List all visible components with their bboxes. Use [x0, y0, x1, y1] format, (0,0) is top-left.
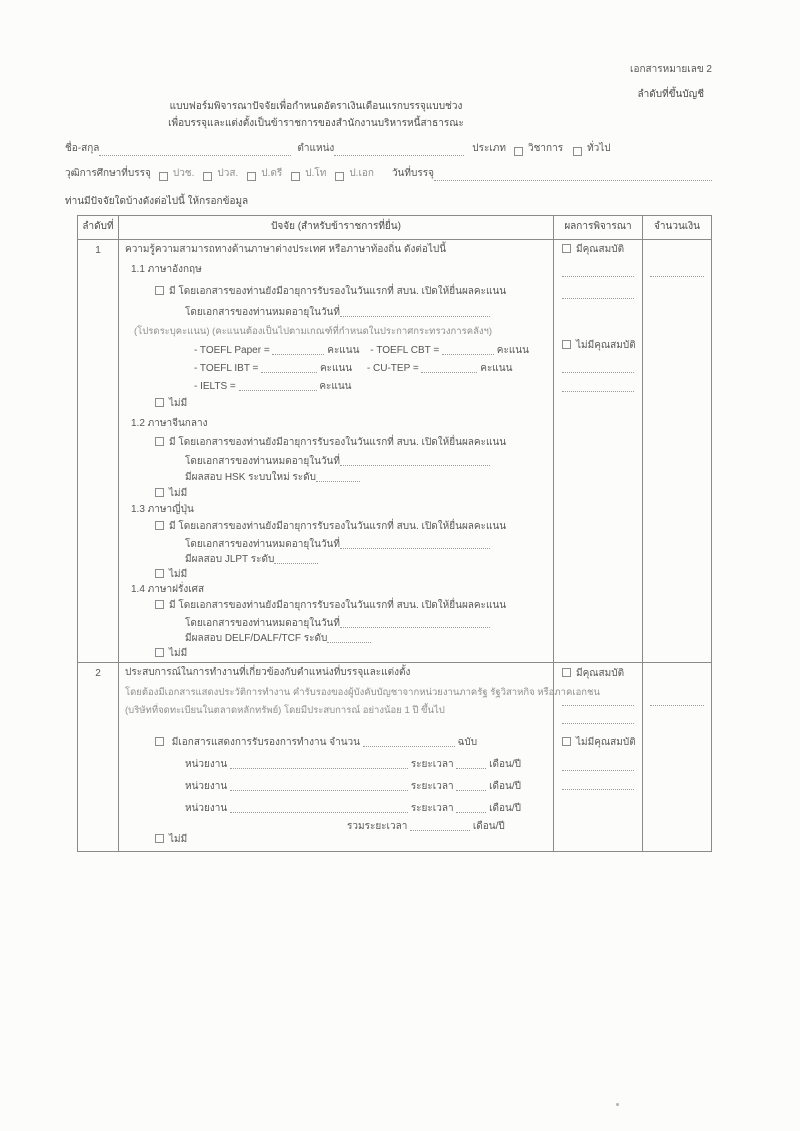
toefl-ibt-cutep-line: - TOEFL IBT = คะแนน - CU-TEP = คะแนน — [194, 363, 513, 374]
row2-number: 2 — [95, 668, 101, 679]
header-factor: ปัจจัย (สำหรับข้าราชการที่ยื่น) — [119, 216, 554, 239]
toefl-paper-score-input[interactable] — [272, 344, 324, 355]
row1-amount-cell — [643, 240, 711, 662]
position-input-line[interactable] — [334, 145, 464, 156]
row2-doc-count-input[interactable] — [363, 736, 455, 747]
header-amount: จำนวนเงิน — [654, 221, 700, 233]
row1-result-fill-line-3[interactable] — [562, 362, 634, 373]
total-duration-input[interactable] — [410, 820, 470, 831]
agency-name-input-3[interactable] — [230, 802, 408, 813]
ielts-line: - IELTS = คะแนน — [194, 381, 352, 392]
edu-pws-checkbox[interactable] — [203, 172, 212, 181]
table-row-languages — [78, 240, 711, 663]
section-1-2-has-checkbox[interactable] — [155, 437, 164, 446]
total-duration-line: รวมระยะเวลา เดือน/ปี — [347, 821, 505, 832]
row2-factor-cell — [119, 663, 600, 851]
form-title-line2: เพื่อบรรจุและแต่งตั้งเป็นข้าราชการของสำนักงานบริหารหนี้สาธารณะ — [168, 117, 464, 129]
table-row-experience — [78, 663, 711, 851]
section-1-1-expire-input-line[interactable] — [340, 306, 490, 317]
row2-result-fill-line-4[interactable] — [562, 779, 634, 790]
scan-speck — [616, 1103, 619, 1106]
row2-amount-cell — [643, 663, 711, 851]
row1-factor-cell — [119, 240, 554, 662]
cu-tep-score-input[interactable] — [421, 362, 477, 373]
type-academic-checkbox[interactable] — [514, 147, 523, 156]
type-general-label: ทั่วไป — [587, 143, 611, 154]
document-number: เอกสารหมายเลข 2 — [630, 64, 712, 75]
header-order-no: ลำดับที่ — [78, 216, 119, 239]
section-1-1-none-checkbox[interactable] — [155, 398, 164, 407]
row2-note-2: (บริษัทที่จดทะเบียนในตลาดหลักทรัพย์) โดยมีประสบการณ์ อย่างน้อย 1 ปี ขึ้นไป — [125, 705, 445, 716]
section-1-4-expire-line: โดยเอกสารของท่านหมดอายุในวันที่ — [185, 617, 490, 631]
edu-bachelor-checkbox[interactable] — [247, 172, 256, 181]
agency-duration-input-3[interactable] — [456, 802, 486, 813]
delf-result-line: มีผลสอบ DELF/DALF/TCF ระดับ — [185, 632, 371, 646]
row1-result-fill-line-1[interactable] — [562, 266, 634, 277]
toefl-ibt-score-input[interactable] — [261, 362, 317, 373]
section-1-4-expire-input-line[interactable] — [340, 617, 490, 628]
section-1-2-none-checkbox[interactable] — [155, 488, 164, 497]
intro-instruction: ท่านมีปัจจัยใดบ้างดังต่อไปนี้ ให้กรอกข้อมูล — [65, 196, 249, 207]
row1-not-qualified-line: ไม่มีคุณสมบัติ — [562, 340, 636, 353]
agency-line-2: หน่วยงาน ระยะเวลา เดือน/ปี — [185, 781, 522, 792]
edu-pwch-checkbox[interactable] — [159, 172, 168, 181]
row1-amount-fill-line[interactable] — [650, 266, 704, 277]
row2-none-line: ไม่มี — [155, 834, 187, 847]
agency-name-input-2[interactable] — [230, 780, 408, 791]
row1-result-fill-line-2[interactable] — [562, 288, 634, 299]
section-1-2-expire-line: โดยเอกสารของท่านหมดอายุในวันที่ — [185, 455, 490, 469]
row2-doc-line: มีเอกสารแสดงการรับรองการทำงาน จำนวน ฉบับ — [155, 736, 477, 750]
jlpt-level-input[interactable] — [274, 553, 318, 564]
name-position-row — [65, 143, 712, 156]
row2-not-qualified-line: ไม่มีคุณสมบัติ — [562, 737, 636, 750]
agency-line-1: หน่วยงาน ระยะเวลา เดือน/ปี — [185, 759, 522, 770]
edu-doctorate-checkbox[interactable] — [335, 172, 344, 181]
row2-not-qualified-checkbox[interactable] — [562, 737, 571, 746]
section-1-1-has-checkbox[interactable] — [155, 286, 164, 295]
name-input-line[interactable] — [99, 145, 291, 156]
form-title-block — [77, 101, 555, 134]
edu-pws-label: ปวส. — [217, 168, 239, 179]
row1-qualified-line: มีคุณสมบัติ — [562, 244, 624, 257]
name-label: ชื่อ-สกุล — [65, 143, 100, 154]
header-result: ผลการพิจารณา — [554, 216, 643, 239]
section-1-1-has-line: มี โดยเอกสารของท่านยังมีอายุการรับรองในวันแรกที่ สบน. เปิดให้ยื่นผลคะแนน — [155, 286, 506, 299]
type-academic-label: วิชาการ — [528, 143, 564, 154]
row2-result-fill-line-2[interactable] — [562, 713, 634, 724]
position-label: ตำแหน่ง — [297, 143, 335, 154]
section-1-3-none-line: ไม่มี — [155, 569, 187, 582]
account-order-label: ลำดับที่ขึ้นบัญชี — [637, 89, 704, 100]
row1-qualified-checkbox[interactable] — [562, 244, 571, 253]
toefl-cbt-score-input[interactable] — [442, 344, 494, 355]
section-1-2-expire-input-line[interactable] — [340, 455, 490, 466]
toefl-paper-cbt-line: - TOEFL Paper = คะแนน - TOEFL CBT = คะแนน — [194, 345, 529, 356]
section-1-4-heading: 1.4 ภาษาฝรั่งเศส — [131, 584, 205, 595]
section-1-3-none-checkbox[interactable] — [155, 569, 164, 578]
education-label: วุฒิการศึกษาที่บรรจุ — [65, 168, 151, 179]
section-1-2-heading: 1.2 ภาษาจีนกลาง — [131, 418, 208, 429]
row2-note-1: โดยต้องมีเอกสารแสดงประวัติการทำงาน คำรับรองของผู้บังคับบัญชาจากหน่วยงานภาครัฐ รัฐวิสาหกิจ หรือภาคเอกชน — [125, 687, 600, 698]
section-1-3-expire-input-line[interactable] — [340, 538, 490, 549]
row2-title: ประสบการณ์ในการทำงานที่เกี่ยวข้องกับตำแหน่งที่บรรจุและแต่งตั้ง — [125, 667, 411, 678]
section-1-2-has-line: มี โดยเอกสารของท่านยังมีอายุการรับรองในวันแรกที่ สบน. เปิดให้ยื่นผลคะแนน — [155, 437, 506, 450]
section-1-4-none-checkbox[interactable] — [155, 648, 164, 657]
section-1-3-heading: 1.3 ภาษาญี่ปุ่น — [131, 504, 194, 515]
edu-master-label: ป.โท — [305, 168, 327, 179]
table-header-row — [78, 216, 711, 240]
score-note: (โปรดระบุคะแนน) (คะแนนต้องเป็นไปตามเกณฑ์ที่กำหนดในประกาศกระทรวงการคลังฯ) — [134, 326, 493, 337]
row1-number: 1 — [95, 245, 101, 256]
hsk-level-input[interactable] — [316, 471, 360, 482]
row2-number-cell — [78, 663, 119, 851]
form-title-line1: แบบฟอร์มพิจารณาปัจจัยเพื่อกำหนดอัตราเงินเดือนแรกบรรจุแบบช่วง — [169, 101, 463, 112]
hsk-result-line: มีผลสอบ HSK ระบบใหม่ ระดับ — [185, 471, 360, 485]
edu-doctorate-label: ป.เอก — [349, 168, 374, 179]
ielts-score-input[interactable] — [239, 380, 317, 391]
agency-duration-input-2[interactable] — [456, 780, 486, 791]
row2-result-fill-line-3[interactable] — [562, 760, 634, 771]
section-1-3-has-checkbox[interactable] — [155, 521, 164, 530]
jlpt-result-line: มีผลสอบ JLPT ระดับ — [185, 553, 318, 567]
agency-duration-input-1[interactable] — [456, 758, 486, 769]
row1-title: ความรู้ความสามารถทางด้านภาษาต่างประเทศ หรือภาษาท้องถิ่น ดังต่อไปนี้ — [125, 244, 447, 255]
section-1-1-none-line: ไม่มี — [155, 398, 187, 411]
row2-result-fill-line-1[interactable] — [562, 695, 634, 706]
section-1-4-has-checkbox[interactable] — [155, 600, 164, 609]
start-date-label: วันที่บรรจุ — [391, 168, 434, 179]
row1-number-cell — [78, 240, 119, 662]
delf-level-input[interactable] — [327, 632, 371, 643]
row1-not-qualified-checkbox[interactable] — [562, 340, 571, 349]
factor-table — [77, 215, 712, 852]
agency-name-input-1[interactable] — [230, 758, 408, 769]
section-1-4-has-line: มี โดยเอกสารของท่านยังมีอายุการรับรองในวันแรกที่ สบน. เปิดให้ยื่นผลคะแนน — [155, 600, 506, 613]
type-general-checkbox[interactable] — [573, 147, 582, 156]
section-1-2-none-line: ไม่มี — [155, 488, 187, 501]
section-1-3-expire-line: โดยเอกสารของท่านหมดอายุในวันที่ — [185, 538, 490, 552]
type-label: ประเภท — [472, 143, 506, 154]
section-1-3-has-line: มี โดยเอกสารของท่านยังมีอายุการรับรองในวันแรกที่ สบน. เปิดให้ยื่นผลคะแนน — [155, 521, 506, 534]
start-date-input-line[interactable] — [434, 170, 712, 181]
row2-qualified-line: มีคุณสมบัติ — [562, 668, 624, 681]
row2-amount-fill-line[interactable] — [650, 695, 704, 706]
section-1-1-heading: 1.1 ภาษาอังกฤษ — [131, 264, 202, 275]
row1-result-cell — [554, 240, 643, 662]
row2-none-checkbox[interactable] — [155, 834, 164, 843]
education-row — [65, 168, 712, 181]
edu-pwch-label: ปวช. — [172, 168, 195, 179]
section-1-4-none-line: ไม่มี — [155, 648, 187, 661]
row1-result-fill-line-4[interactable] — [562, 381, 634, 392]
row2-qualified-checkbox[interactable] — [562, 668, 571, 677]
row2-has-doc-checkbox[interactable] — [155, 737, 164, 746]
section-1-1-expire-line: โดยเอกสารของท่านหมดอายุในวันที่ — [185, 306, 490, 320]
row2-result-cell — [554, 663, 643, 851]
agency-line-3: หน่วยงาน ระยะเวลา เดือน/ปี — [185, 803, 522, 814]
edu-bachelor-label: ป.ตรี — [261, 168, 283, 179]
edu-master-checkbox[interactable] — [291, 172, 300, 181]
